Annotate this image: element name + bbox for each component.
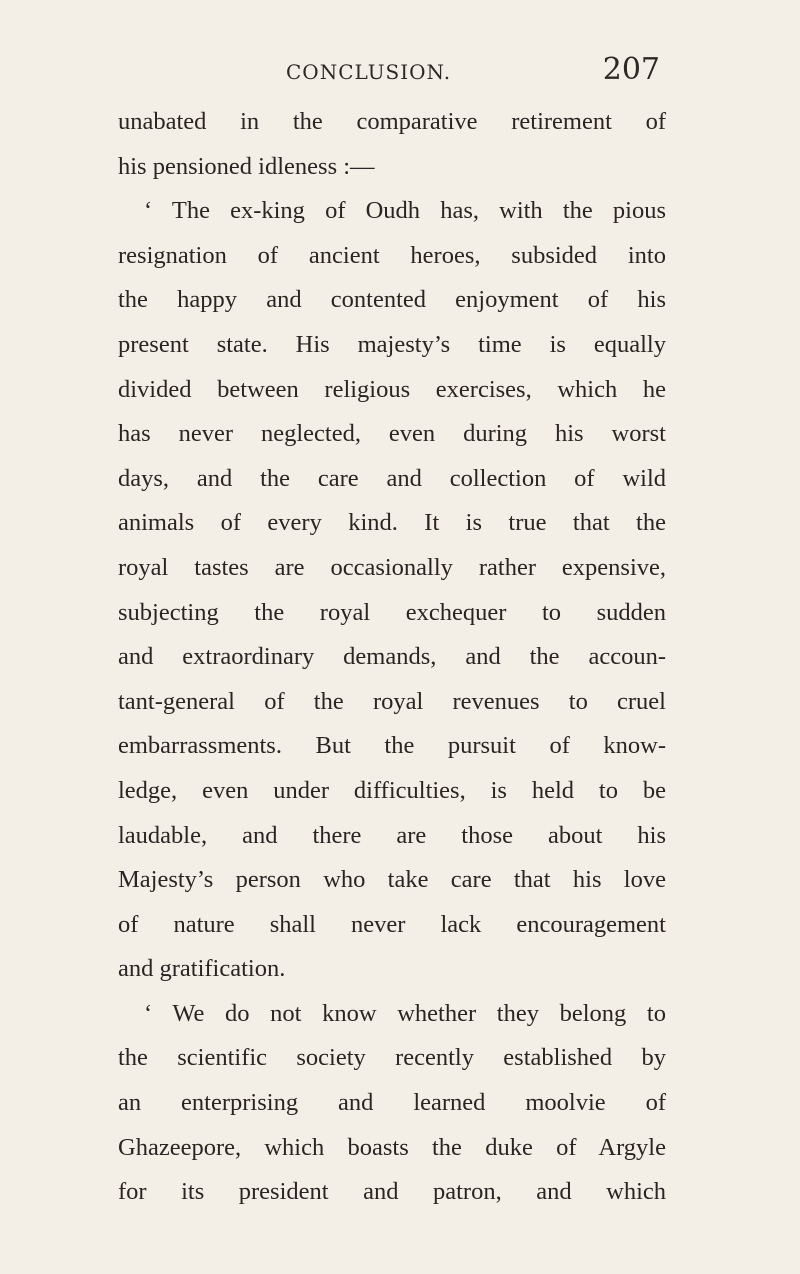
text-line: Majesty’s person who take care that his love — [118, 866, 666, 894]
text-line: has never neglected, even during his worst — [118, 420, 666, 448]
text-line: ‘ We do not know whether they belong to — [144, 999, 666, 1027]
text-line: resignation of ancient heroes, subsided into — [118, 241, 666, 269]
text-line: for its president and patron, and which — [118, 1178, 666, 1206]
text-line: the scientific society recently established by — [118, 1044, 666, 1072]
text-line: the happy and contented enjoyment of his — [118, 286, 666, 314]
text-line: divided between religious exercises, which he — [118, 375, 666, 403]
text-line: embarrassments. But the pursuit of know- — [118, 732, 666, 760]
text-line: present state. His majesty’s time is equally — [118, 330, 666, 358]
text-line: ledge, even under difficulties, is held to be — [118, 776, 666, 804]
text-line: subjecting the royal exchequer to sudden — [118, 598, 666, 626]
body-text — [118, 100, 666, 1215]
running-head: CONCLUSION. — [286, 60, 452, 84]
text-line: his pensioned idleness :— — [118, 152, 375, 180]
text-line: animals of every kind. It is true that the — [118, 509, 666, 537]
page-header — [118, 48, 664, 88]
text-line: of nature shall never lack encouragement — [118, 910, 666, 938]
text-line: royal tastes are occasionally rather expensive, — [118, 553, 666, 581]
text-line: an enterprising and learned moolvie of — [118, 1089, 666, 1117]
text-line: ‘ The ex-king of Oudh has, with the pious — [144, 197, 666, 225]
text-line: unabated in the comparative retirement of — [118, 108, 666, 135]
text-line: Ghazeepore, which boasts the duke of Argyle — [118, 1133, 666, 1161]
text-line: and gratification. — [118, 955, 286, 983]
text-line: tant-general of the royal revenues to cruel — [118, 687, 666, 715]
text-line: days, and the care and collection of wild — [118, 464, 666, 492]
text-line: laudable, and there are those about his — [118, 821, 666, 849]
page-number: 207 — [602, 52, 660, 87]
text-line: and extraordinary demands, and the accoun- — [118, 643, 666, 671]
